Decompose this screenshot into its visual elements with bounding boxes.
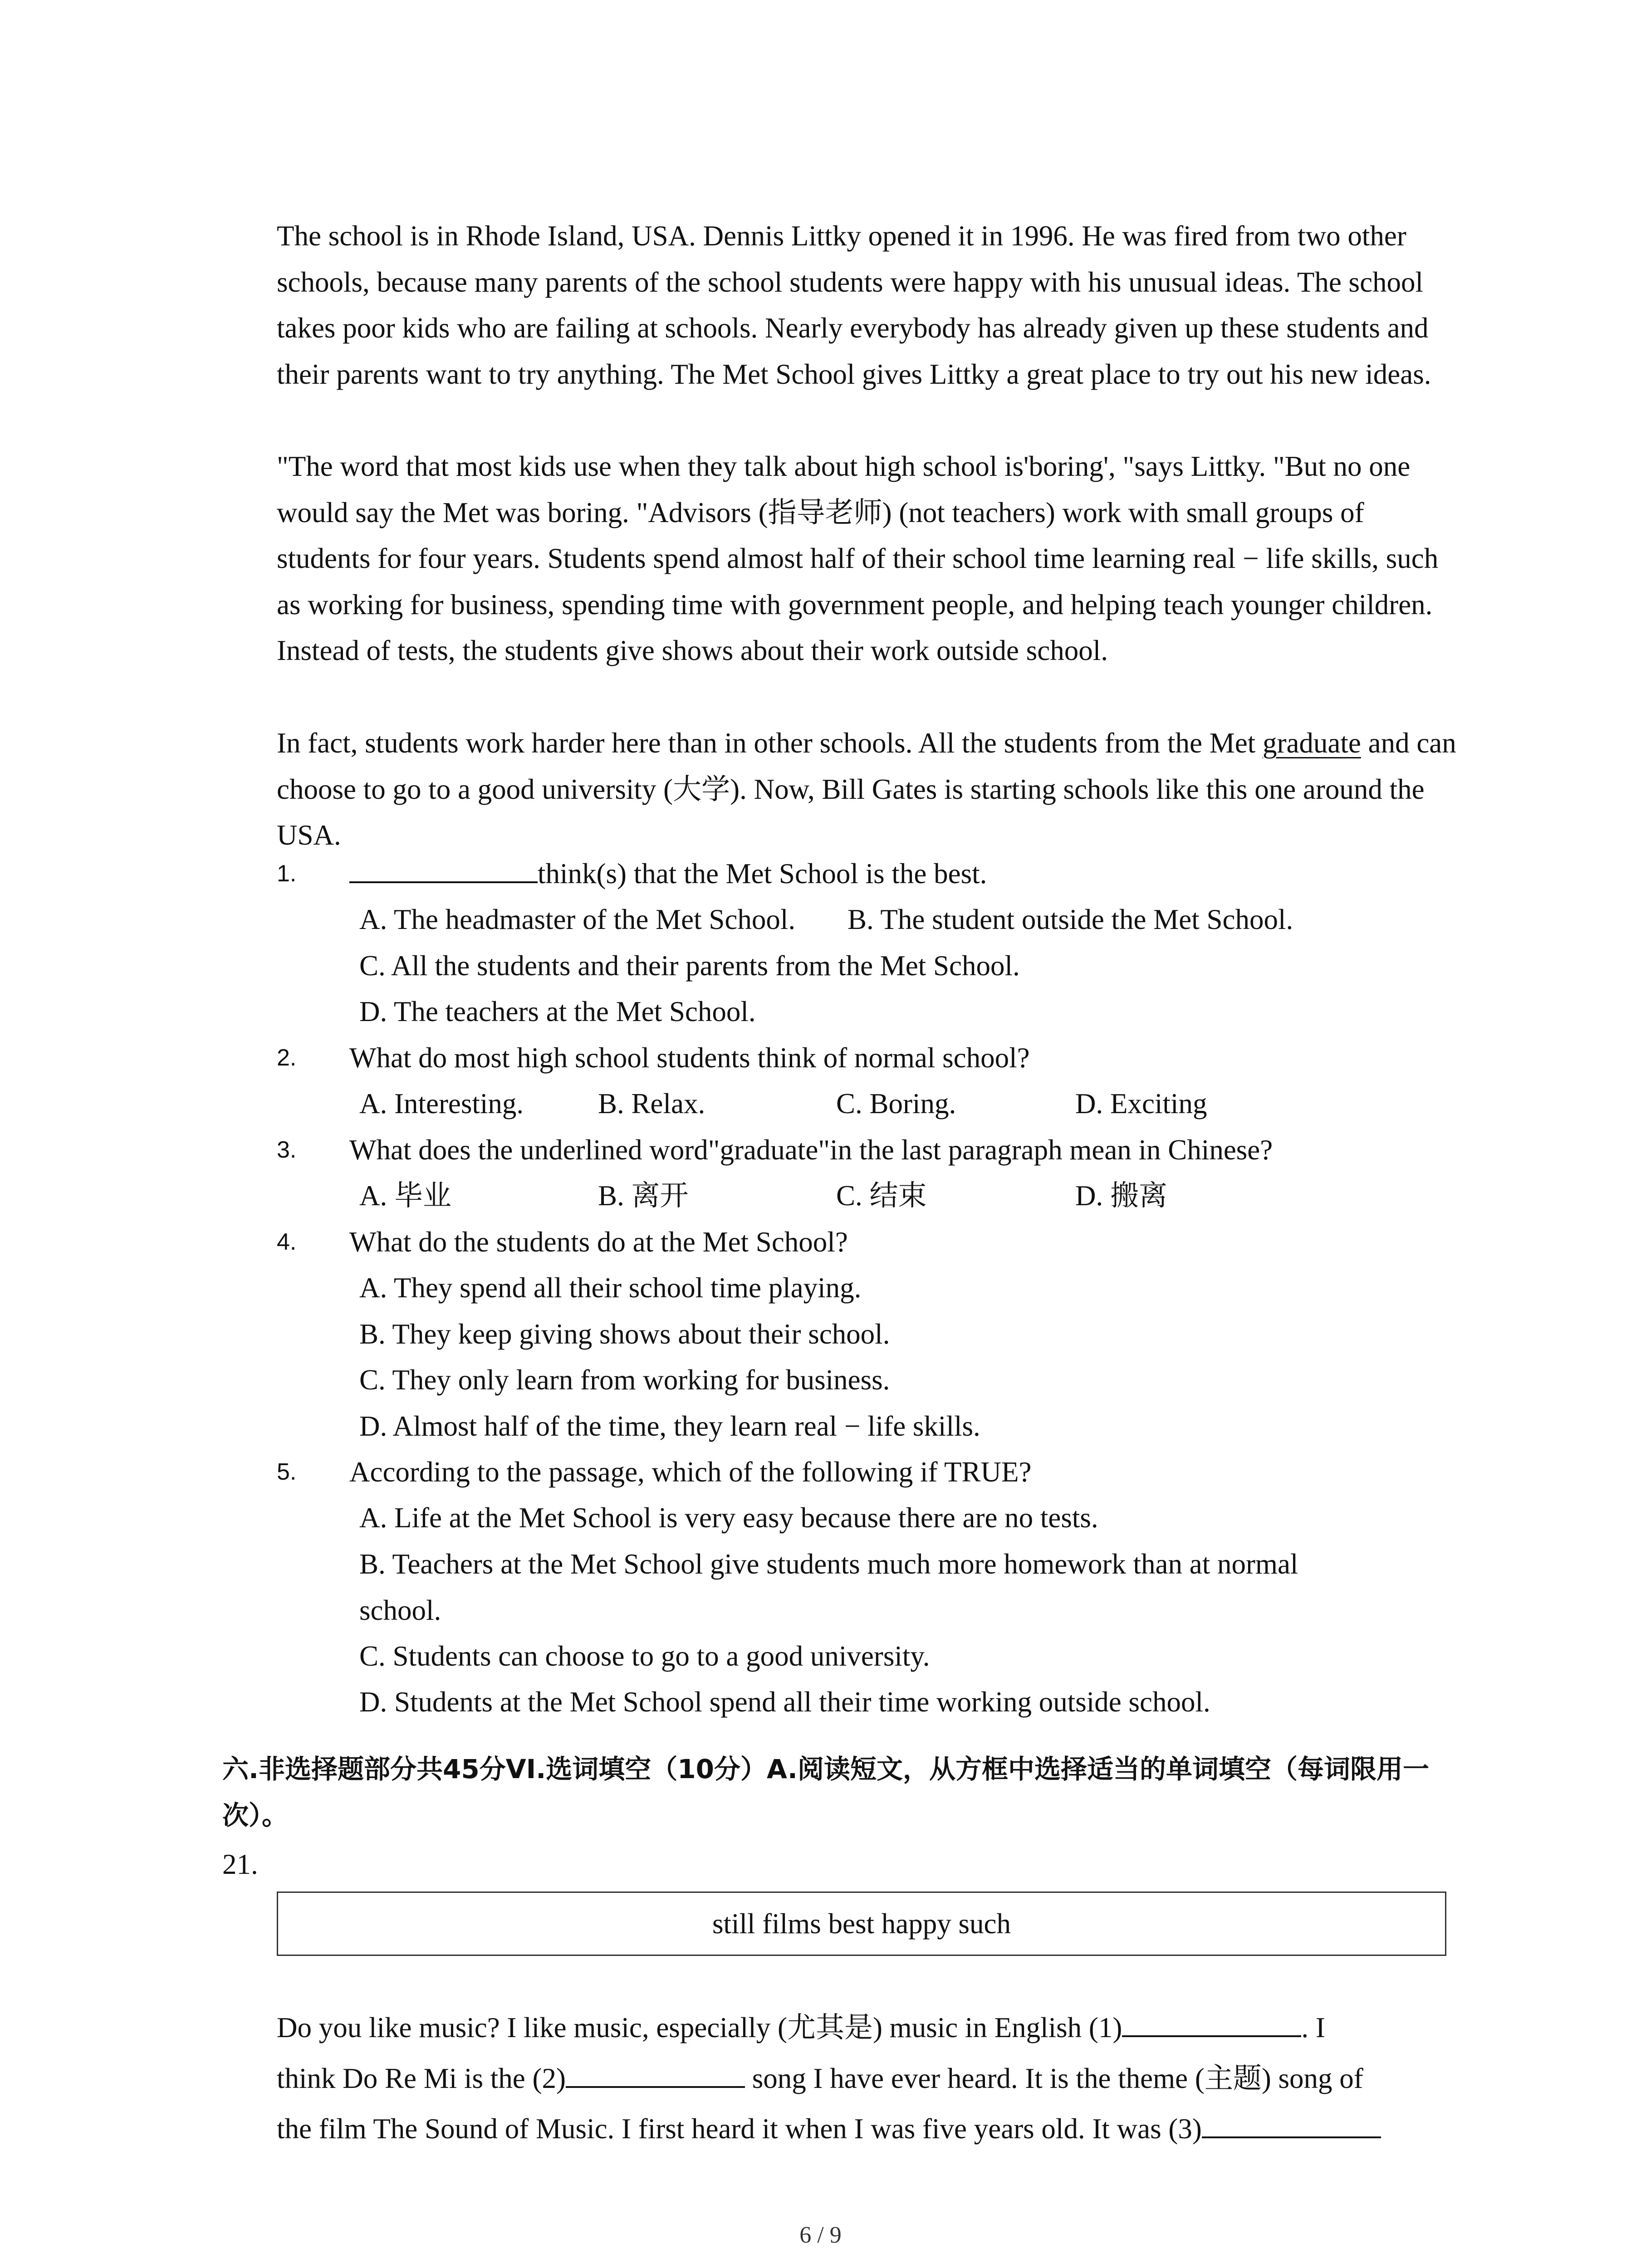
cloze-line-1: Do you like music? I like music, especially (尤其是) music in English (1) . I (277, 2005, 1325, 2051)
underlined-word: graduate (1262, 727, 1361, 759)
question-number: 5. (277, 1459, 297, 1485)
cloze-line-2: think Do Re Mi is the (2) song I have ever heard. It is the theme (主题) song of (277, 2056, 1363, 2102)
option-d: D. Students at the Met School spend all their time working outside school. (359, 1686, 1210, 1718)
word-box-text: still films best happy such (712, 1907, 1011, 1940)
option-d: D. 搬离 (1075, 1180, 1167, 1212)
option-c: C. All the students and their parents from the Met School. (359, 950, 1020, 982)
section-heading: 六.非选择题部分共45分VI.选词填空（10分）A.阅读短文，从方框中选择适当的单词填空（每词限用一次）。 (222, 1754, 1429, 1831)
option-b: B. Teachers at the Met School give students much more homework than at normal school. (359, 1548, 1298, 1626)
word-box (277, 1892, 1446, 1956)
option-b: B. The student outside the Met School. (847, 904, 1293, 935)
cloze-blank-2 (566, 2058, 745, 2088)
question-text: What does the underlined word"graduate"in the last paragraph mean in Chinese? (349, 1134, 1273, 1166)
option-a: A. They spend all their school time playing. (359, 1272, 862, 1304)
option-d: D. Exciting (1075, 1088, 1207, 1119)
option-c: C. Students can choose to go to a good university. (359, 1640, 930, 1672)
question-number: 3. (277, 1137, 297, 1163)
cloze-line-3: the film The Sound of Music. I first heard it when I was five years old. It was (3) (277, 2106, 1381, 2152)
option-b: B. They keep giving shows about their school. (359, 1318, 890, 1350)
question-number: 1. (277, 860, 297, 887)
question-text: What do most high school students think of normal school? (349, 1042, 1030, 1074)
answer-blank (349, 853, 538, 883)
option-a: A. 毕业 (359, 1180, 451, 1212)
question-text: What do the students do at the Met School? (349, 1226, 848, 1258)
option-a: A. Life at the Met School is very easy because there are no tests. (359, 1502, 1098, 1534)
cloze-blank-3 (1202, 2108, 1381, 2138)
passage-paragraph-3: In fact, students work harder here than in other schools. All the students from the Met graduate and can choose to go to a good university (大学). Now, Bill Gates is starting schools like this one around the USA. (277, 727, 1456, 851)
option-d: D. The teachers at the Met School. (359, 996, 756, 1027)
option-c: C. They only learn from working for business. (359, 1364, 890, 1396)
cloze-blank-1 (1122, 2007, 1301, 2037)
option-b: B. Relax. (598, 1088, 705, 1119)
option-a: A. Interesting. (359, 1088, 524, 1119)
option-d: D. Almost half of the time, they learn real − life skills. (359, 1410, 980, 1442)
passage-paragraph-1: The school is in Rhode Island, USA. Dennis Littky opened it in 1996. He was fired from two other schools, because many parents of the school students were happy with his unusual ideas. The school takes poor kids who are failing at schools. Nearly everybody has already given up these students and their parents want to try anything. The Met School gives Littky a great place to try out his new ideas. (277, 220, 1431, 390)
question-number: 4. (277, 1229, 297, 1255)
question-text: think(s) that the Met School is the best. (538, 858, 987, 890)
question-text: According to the passage, which of the following if TRUE? (349, 1456, 1032, 1488)
option-c: C. Boring. (836, 1088, 956, 1119)
question-21-number: 21. (222, 1848, 258, 1880)
option-c: C. 结束 (836, 1180, 927, 1212)
option-a: A. The headmaster of the Met School. (359, 904, 796, 935)
option-b: B. 离开 (598, 1180, 689, 1212)
question-number: 2. (277, 1045, 297, 1071)
passage-paragraph-2: "The word that most kids use when they talk about high school is'boring', "says Littky. "But no one would say the Met was boring. "Advisors (指导老师) (not teachers) work with small groups of students for four years. Students spend almost half of their school time learning real − life skills, such as working for business, spending time with government people, and helping teach younger children. Instead of tests, the students give shows about their work outside school. (277, 450, 1439, 666)
page-number: 6 / 9 (799, 2222, 842, 2248)
